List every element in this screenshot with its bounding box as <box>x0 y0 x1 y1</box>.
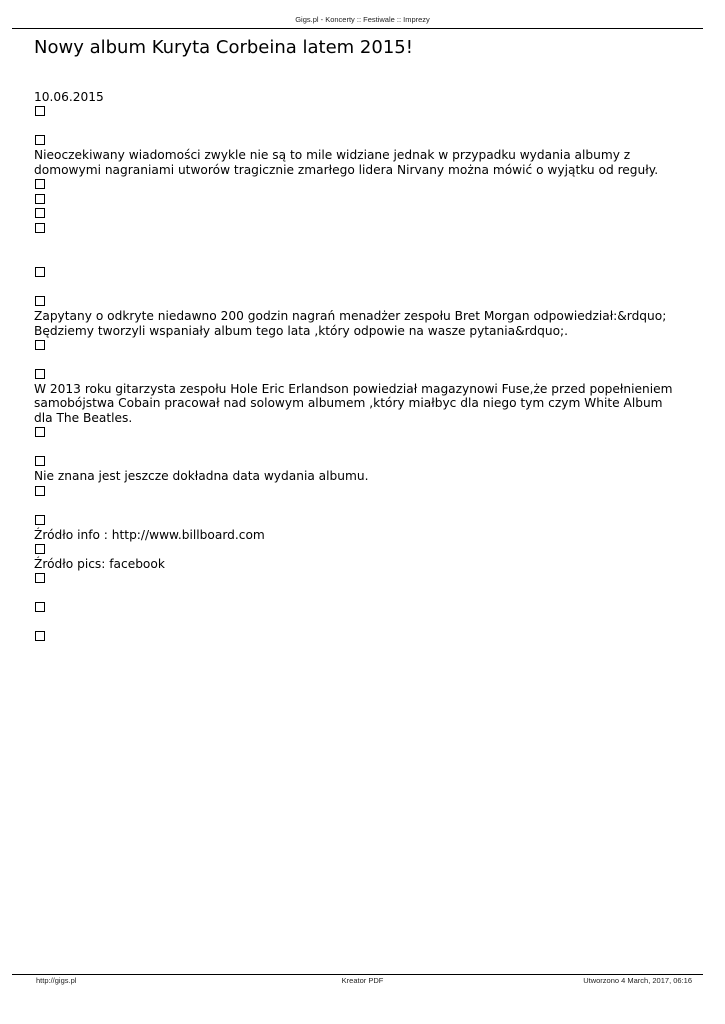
spacer <box>34 353 694 368</box>
placeholder-row <box>34 513 694 528</box>
paragraph-2-line: Zapytany o odkryte niedawno 200 godzin nagrań menadżer zespołu Bret Morgan odpowiedział:&rdquo; <box>34 308 667 323</box>
footer-divider <box>12 974 703 975</box>
placeholder-row <box>34 455 694 470</box>
placeholder-row <box>34 426 694 441</box>
missing-image-icon <box>35 369 45 379</box>
placeholder-row <box>34 105 694 120</box>
header-divider <box>12 28 703 29</box>
spacer <box>34 586 694 601</box>
paragraph-1-line: Nieoczekiwany wiadomości zwykle nie są to mile widziane jednak w przypadku wydania albumy z <box>34 148 631 163</box>
placeholder-row <box>34 484 694 499</box>
placeholder-row <box>34 572 694 587</box>
missing-image-icon <box>35 208 45 218</box>
missing-image-icon <box>35 267 45 277</box>
placeholder-row <box>34 207 694 222</box>
placeholder-row <box>34 178 694 193</box>
paragraph-3-line: W 2013 roku gitarzysta zespołu Hole Eric Erlandson powiedział magazynowi Fuse,że przed popełnieniem <box>34 381 673 396</box>
spacer <box>34 236 694 251</box>
missing-image-icon <box>35 223 45 233</box>
source-info: Źródło info : http://www.billboard.com <box>34 527 265 542</box>
placeholder-row <box>34 542 694 557</box>
article-title: Nowy album Kuryta Corbeina latem 2015! <box>34 37 413 58</box>
placeholder-row <box>34 630 694 645</box>
missing-image-icon <box>35 106 45 116</box>
article-date: 10.06.2015 <box>34 90 104 104</box>
missing-image-icon <box>35 631 45 641</box>
missing-image-icon <box>35 602 45 612</box>
missing-image-icon <box>35 296 45 306</box>
placeholder-row <box>34 367 694 382</box>
spacer <box>34 251 694 266</box>
placeholder-row <box>34 134 694 149</box>
missing-image-icon <box>35 427 45 437</box>
placeholder-row <box>34 221 694 236</box>
missing-image-icon <box>35 456 45 466</box>
paragraph-3-line: dla The Beatles. <box>34 411 133 426</box>
placeholder-row <box>34 265 694 280</box>
missing-image-icon <box>35 573 45 583</box>
missing-image-icon <box>35 179 45 189</box>
footer-created: Utworzono 4 March, 2017, 06:16 <box>583 976 692 985</box>
source-pics: Źródło pics: facebook <box>34 557 165 571</box>
spacer <box>34 119 694 134</box>
missing-image-icon <box>35 486 45 496</box>
paragraph-1-line: domowymi nagraniami utworów tragicznie zmarłego lidera Nirvany można mówić o wyjątku od reguły. <box>34 162 659 177</box>
spacer <box>34 615 694 630</box>
missing-image-icon <box>35 544 45 554</box>
paragraph-2-line: Będziemy tworzyli wspaniały album tego lata ,który odpowie na wasze pytania&rdquo;. <box>34 323 569 338</box>
placeholder-row <box>34 294 694 309</box>
missing-image-icon <box>35 340 45 350</box>
spacer <box>34 280 694 295</box>
spacer <box>34 499 694 514</box>
placeholder-row <box>34 192 694 207</box>
footer-generator: Kreator PDF <box>341 976 384 985</box>
missing-image-icon <box>35 194 45 204</box>
missing-image-icon <box>35 515 45 525</box>
placeholder-row <box>34 601 694 616</box>
footer-url: http://gigs.pl <box>36 976 77 985</box>
article-body <box>34 90 694 645</box>
paragraph-3-line: samobójstwa Cobain pracował nad solowym albumem ,który miałbyc dla niego tym czym White Album <box>34 396 663 411</box>
missing-image-icon <box>35 135 45 145</box>
site-header-title: Gigs.pl - Koncerty :: Festiwale :: Imprezy <box>295 15 430 24</box>
spacer <box>34 440 694 455</box>
paragraph-4: Nie znana jest jeszcze dokładna data wydania albumu. <box>34 469 369 484</box>
placeholder-row <box>34 338 694 353</box>
